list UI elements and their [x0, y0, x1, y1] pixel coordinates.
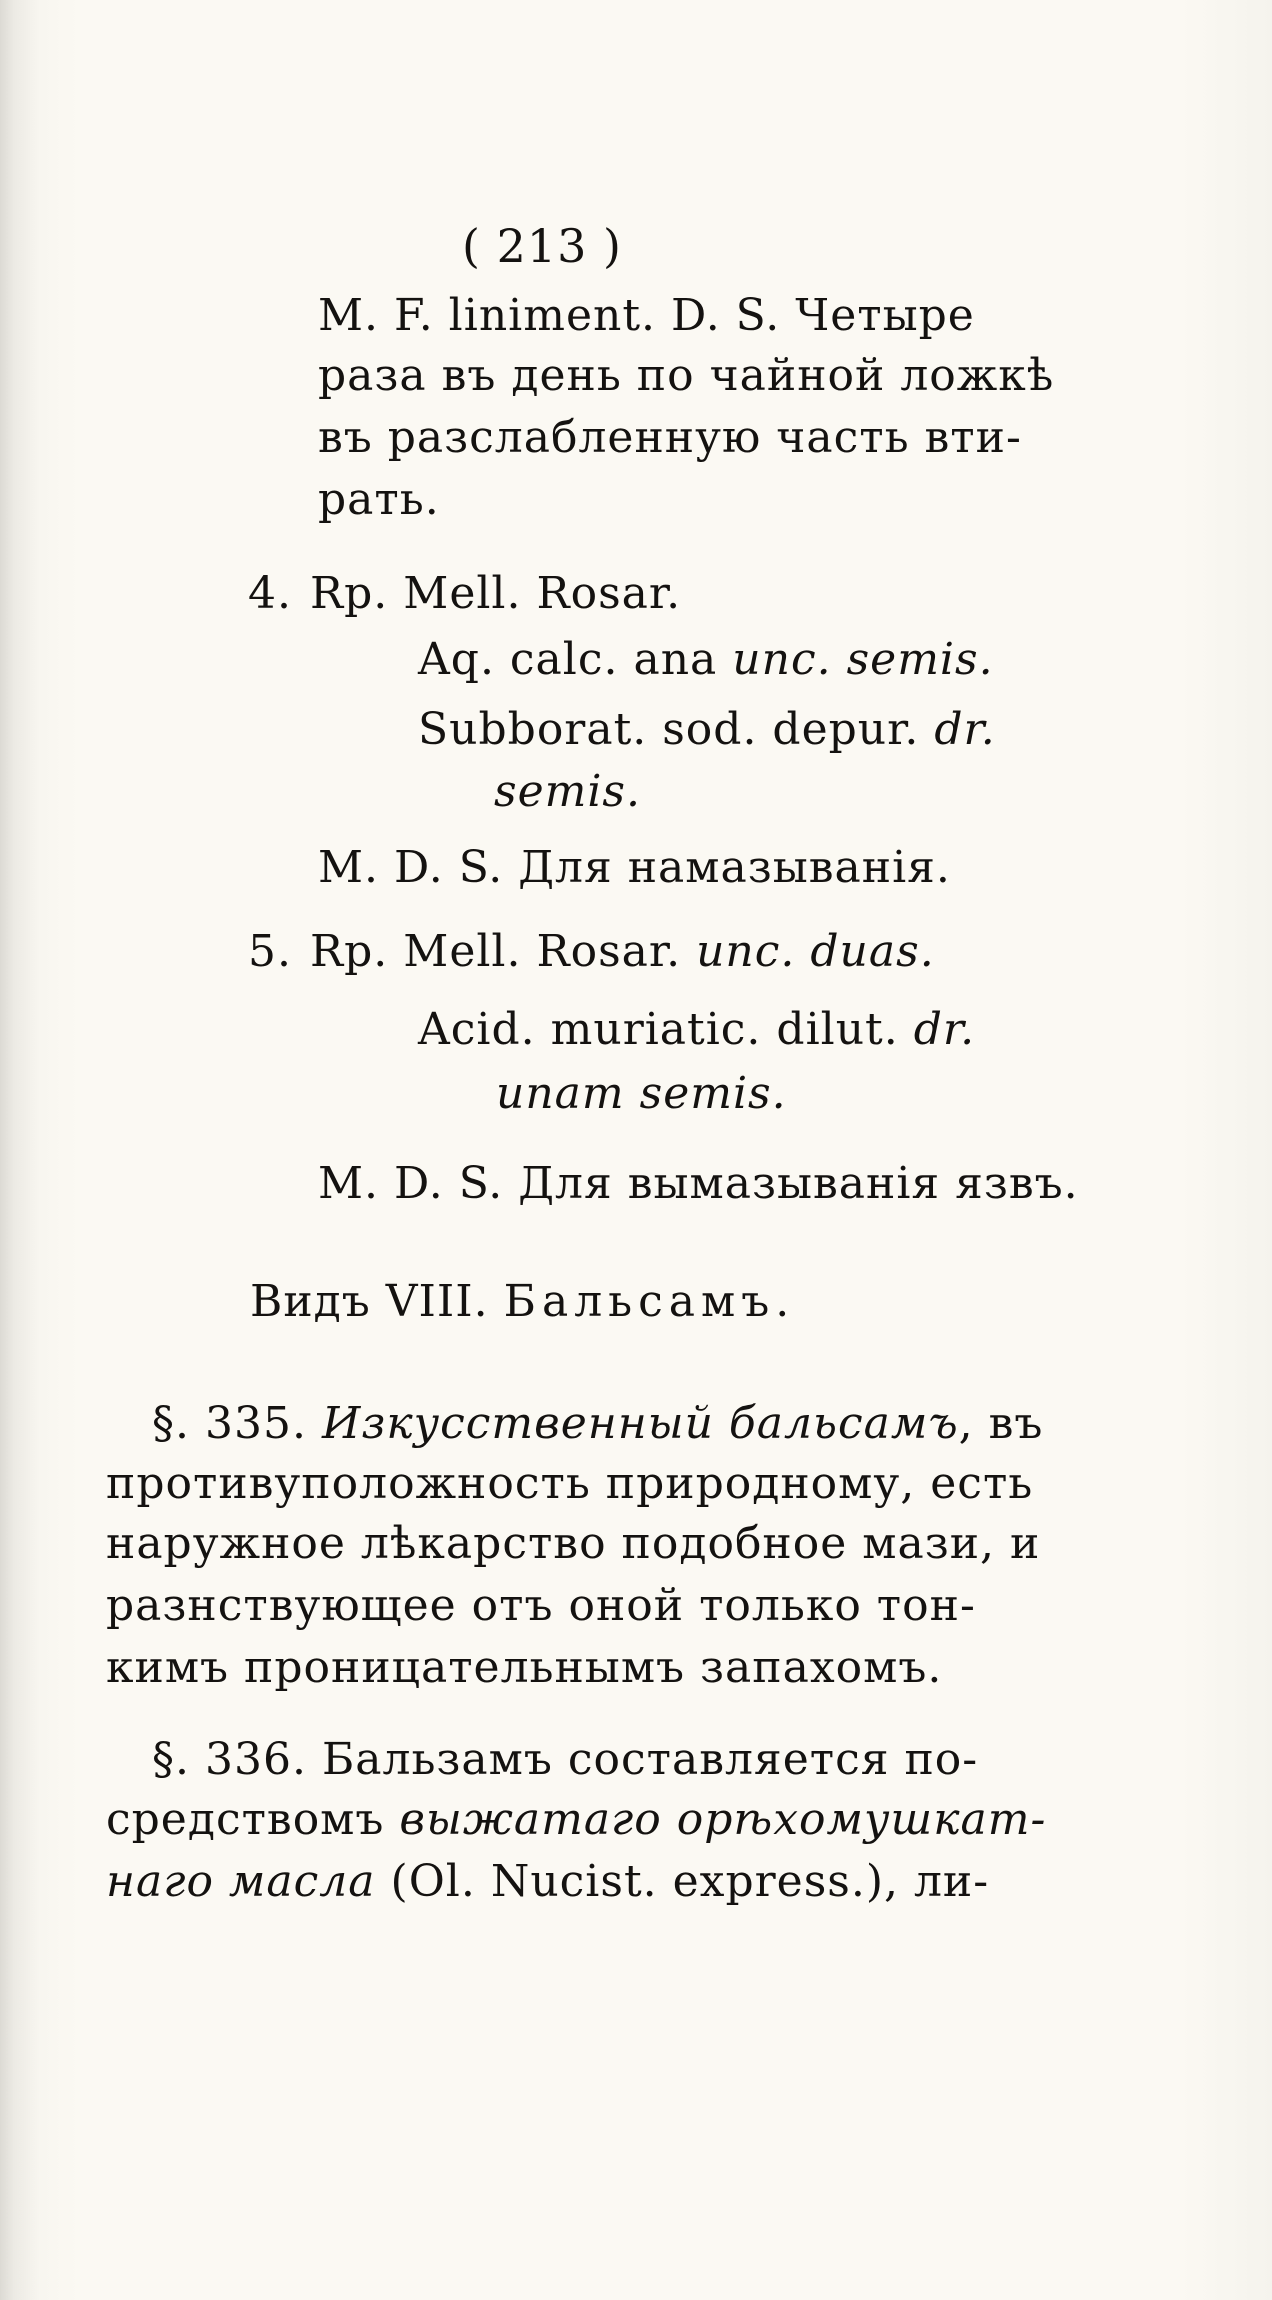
paragraph-336-line-3-text: (Ol. Nucist. express.), ли-	[390, 1856, 990, 1907]
recipe-4-line-3-text: Subborat. sod. depur.	[418, 704, 920, 755]
paragraph-335-line-3: наружное лѣкарство подобное мази, и	[106, 1518, 1041, 1569]
section-heading-title: Бальсамъ.	[503, 1276, 796, 1327]
paragraph-335-line-4: разнствующее отъ оной только тон-	[106, 1580, 976, 1631]
paragraph-336-line-2-term: выжатаго орѣхомушкат-	[399, 1794, 1047, 1845]
paragraph-335-line-2: противуположность природному, есть	[106, 1458, 1034, 1509]
recipe-5-line-1-text: Rp. Mell. Rosar.	[310, 926, 682, 977]
recipe-5-number: 5.	[248, 926, 292, 977]
recipe-4-line-3-unit: dr.	[934, 704, 996, 755]
prev-recipe-line-1: M. F. liniment. D. S. Четыре	[318, 290, 975, 341]
recipe-5-line-2	[418, 1002, 975, 1058]
recipe-4-line-2-text: Aq. calc. ana	[418, 634, 718, 685]
recipe-5-signa: M. D. S. Для вымазыванія язвъ.	[318, 1158, 1079, 1209]
section-heading-kind: Видъ VIII.	[250, 1276, 489, 1327]
recipe-5-line-2-unit: dr.	[913, 1004, 976, 1055]
paragraph-336-line-1	[152, 1732, 978, 1788]
paragraph-336-line-3-term: наго масла	[106, 1856, 376, 1907]
recipe-4-signa: M. D. S. Для намазыванія.	[318, 842, 951, 893]
prev-recipe-line-4: рать.	[318, 474, 440, 525]
prev-recipe-line-3: въ разслабленную часть вти-	[318, 412, 1022, 463]
paragraph-336-line-1-rest: Бальзамъ составляется по-	[321, 1734, 979, 1785]
paragraph-335-term: Изкусственный бальсамъ	[321, 1398, 959, 1449]
recipe-4-line-3	[418, 702, 996, 758]
paragraph-335-line-1	[152, 1396, 1043, 1452]
recipe-4-line-4: semis.	[494, 766, 641, 817]
paragraph-336-line-2-text: средствомъ	[106, 1794, 385, 1845]
recipe-5-line-3: unam semis.	[496, 1068, 787, 1119]
paragraph-335-number: §. 335.	[152, 1398, 307, 1449]
recipe-4-line-1: Rp. Mell. Rosar.	[310, 568, 682, 619]
recipe-4-line-2-dose: unc. semis.	[732, 634, 994, 685]
paragraph-335-line-1-rest: , въ	[958, 1398, 1044, 1449]
recipe-4-line-2	[418, 632, 994, 688]
paragraph-336-line-3	[106, 1854, 989, 1910]
prev-recipe-line-2: раза въ день по чайной ложкѣ	[318, 350, 1055, 401]
paragraph-336-number: §. 336.	[152, 1734, 307, 1785]
section-heading	[250, 1274, 795, 1330]
recipe-5-line-1	[310, 924, 935, 980]
recipe-5-line-2-text: Acid. muriatic. dilut.	[418, 1004, 899, 1055]
recipe-5-line-1-dose: unc. duas.	[696, 926, 935, 977]
page-number: ( 213 )	[462, 219, 622, 273]
recipe-4-number: 4.	[248, 568, 292, 619]
paragraph-335-line-5: кимъ проницательнымъ запахомъ.	[106, 1642, 943, 1693]
paragraph-336-line-2	[106, 1792, 1046, 1848]
